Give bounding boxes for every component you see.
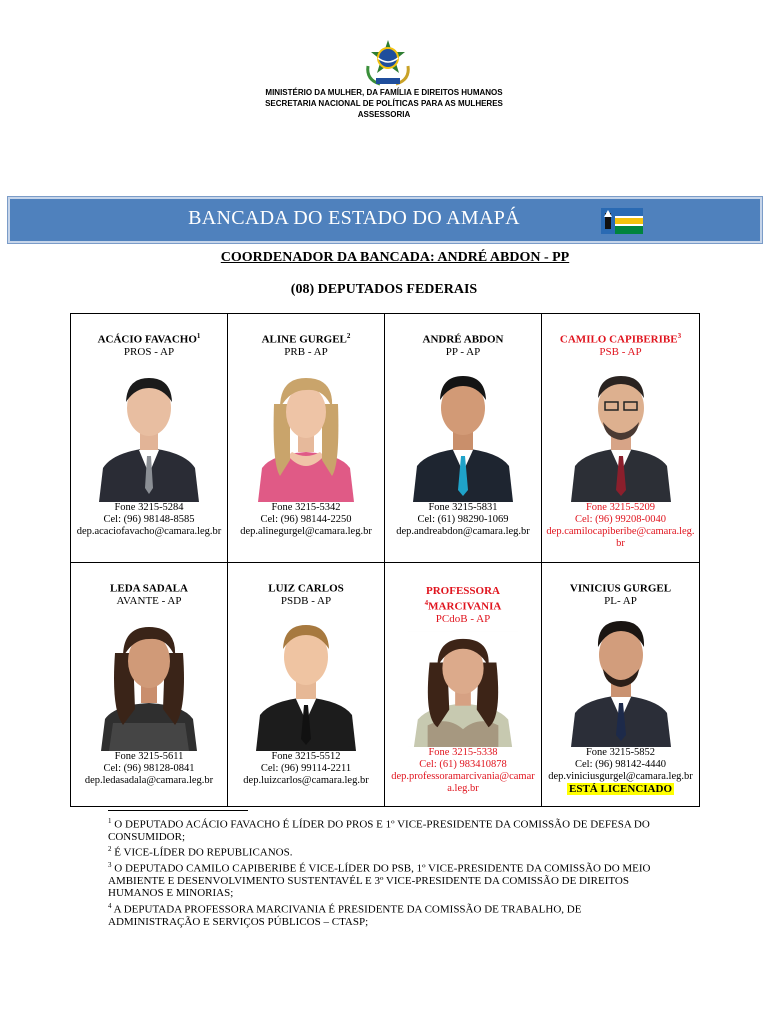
deputy-email[interactable]: dep.camilocapiberibe@camara.leg.br bbox=[546, 525, 695, 549]
page-title: BANCADA DO ESTADO DO AMAPÁ bbox=[188, 207, 520, 229]
deputy-phone: Fone 3215-5209 bbox=[585, 501, 656, 513]
deputy-email[interactable]: dep.ledasadala@camara.leg.br bbox=[84, 774, 214, 786]
deputy-party: PSDB - AP bbox=[280, 594, 332, 607]
deputy-photo bbox=[250, 364, 362, 502]
deputy-party: PL- AP bbox=[604, 594, 637, 607]
deputy-photo bbox=[408, 631, 518, 747]
deputy-phone: Fone 3215-5831 bbox=[428, 501, 498, 513]
deputy-email[interactable]: dep.luizcarlos@camara.leg.br bbox=[243, 774, 369, 786]
deputy-photo bbox=[250, 613, 362, 751]
header-line-3: ASSESSORIA bbox=[357, 110, 411, 119]
deputies-table bbox=[70, 313, 700, 807]
deputy-name: VINICIUS GURGEL bbox=[569, 582, 672, 595]
deputy-party: AVANTE - AP bbox=[116, 594, 182, 607]
deputy-email[interactable]: dep.andreabdon@camara.leg.br bbox=[396, 525, 530, 537]
deputy-photo bbox=[565, 364, 677, 502]
deputy-email[interactable]: dep.alinegurgel@camara.leg.br bbox=[240, 525, 372, 537]
title-banner bbox=[8, 197, 762, 243]
deputy-phone: Fone 3215-5338 bbox=[428, 746, 498, 758]
footnote: $^3$ O DEPUTADO CAMILO CAPIBERIBE É VICE-LÍDER DO PSB, 1º VICE-PRESIDENTE DA COMISSÃO DO MEIO AMBIENTE E DESENVOLVIMENTO SUSTENTAVÉL E 3º VICE-PRESIDENTE DA COMISSÃO DE DIREITOS HUMANOS E MINORIAS; bbox=[108, 861, 651, 900]
deputy-card bbox=[228, 314, 385, 563]
deputy-name: LUIZ CARLOS bbox=[268, 582, 344, 595]
deputy-phone: Fone 3215-5611 bbox=[114, 750, 184, 762]
deputies-count-heading: (08) DEPUTADOS FEDERAIS bbox=[290, 282, 478, 297]
deputy-cell: Cel: (96) 98128-0841 bbox=[103, 762, 195, 774]
deputy-cell: Cel: (96) 98148-8585 bbox=[103, 513, 195, 525]
deputy-party: PROS - AP bbox=[123, 345, 175, 358]
footnote-divider bbox=[108, 810, 248, 811]
deputy-email[interactable]: dep.acaciofavacho@camara.leg.br bbox=[76, 525, 222, 537]
deputy-name: CAMILO CAPIBERIBE$^3$ bbox=[559, 332, 682, 346]
deputy-card bbox=[228, 563, 385, 806]
footnote: $^4$ A DEPUTADA PROFESSORA MARCIVANIA É PRESIDENTE DA COMISSÃO DE TRABALHO, DE ADMINISTRAÇÃO E SERVIÇOS PÚBLICOS – CTASP; bbox=[108, 901, 582, 928]
header-institution bbox=[0, 87, 768, 120]
header-line-2: SECRETARIA NACIONAL DE POLÍTICAS PARA AS MULHERES bbox=[265, 99, 503, 108]
coordinator-heading: COORDENADOR DA BANCADA: ANDRÉ ABDON - PP bbox=[220, 250, 570, 265]
footnotes bbox=[108, 815, 668, 928]
deputy-phone: Fone 3215-5852 bbox=[585, 746, 656, 758]
deputy-party: PP - AP bbox=[445, 345, 481, 358]
deputy-party: PCdoB - AP bbox=[435, 612, 491, 625]
deputy-card bbox=[542, 563, 699, 806]
deputy-party: PRB - AP bbox=[284, 345, 328, 358]
deputy-photo bbox=[565, 613, 677, 747]
deputy-card bbox=[385, 314, 542, 563]
header-line-1: MINISTÉRIO DA MULHER, DA FAMÍLIA E DIREITOS HUMANOS bbox=[265, 88, 503, 97]
deputy-cell: Cel: (61) 98290-1069 bbox=[417, 513, 509, 525]
deputy-photo bbox=[93, 613, 205, 751]
deputy-email[interactable]: dep.viniciusgurgel@camara.leg.br bbox=[548, 770, 693, 782]
deputy-name: LEDA SADALA bbox=[110, 582, 188, 595]
deputy-card bbox=[71, 314, 228, 563]
brazil-coat-of-arms-icon bbox=[362, 38, 414, 88]
deputy-cell: Cel: (96) 99114-2211 bbox=[260, 762, 352, 774]
deputy-phone: Fone 3215-5512 bbox=[271, 750, 341, 762]
deputy-phone: Fone 3215-5284 bbox=[114, 501, 184, 513]
deputy-name: ACÁCIO FAVACHO$^1$ bbox=[97, 332, 201, 346]
footnote: $^2$ É VICE-LÍDER DO REPUBLICANOS. bbox=[108, 845, 293, 859]
deputy-card bbox=[385, 563, 542, 806]
deputy-card bbox=[542, 314, 699, 563]
deputy-name: PROFESSORA $^4$MARCIVANIA bbox=[424, 585, 502, 613]
deputy-cell: Cel: (96) 98142-4440 bbox=[575, 758, 666, 770]
deputy-cell: Cel: (61) 983410878 bbox=[419, 758, 507, 770]
deputy-photo bbox=[407, 364, 519, 502]
deputy-phone: Fone 3215-5342 bbox=[271, 501, 341, 513]
deputy-cell: Cel: (96) 99208-0040 bbox=[575, 513, 666, 525]
status-badge: ESTÁ LICENCIADO bbox=[569, 782, 672, 795]
footnote: $^1$ O DEPUTADO ACÁCIO FAVACHO É LÍDER DO PROS E 1º VICE-PRESIDENTE DA COMISSÃO DE DEFESA DO CONSUMIDOR; bbox=[108, 817, 650, 843]
amapa-flag-icon bbox=[601, 208, 643, 234]
deputy-name: ANDRÉ ABDON bbox=[422, 333, 504, 346]
deputy-name: ALINE GURGEL$^2$ bbox=[261, 332, 351, 346]
deputy-party: PSB - AP bbox=[599, 345, 642, 358]
deputy-cell: Cel: (96) 98144-2250 bbox=[260, 513, 352, 525]
deputy-email[interactable]: dep.professoramarcivania@camara.leg.br bbox=[391, 770, 535, 794]
deputy-photo bbox=[93, 364, 205, 502]
deputy-card bbox=[71, 563, 228, 806]
